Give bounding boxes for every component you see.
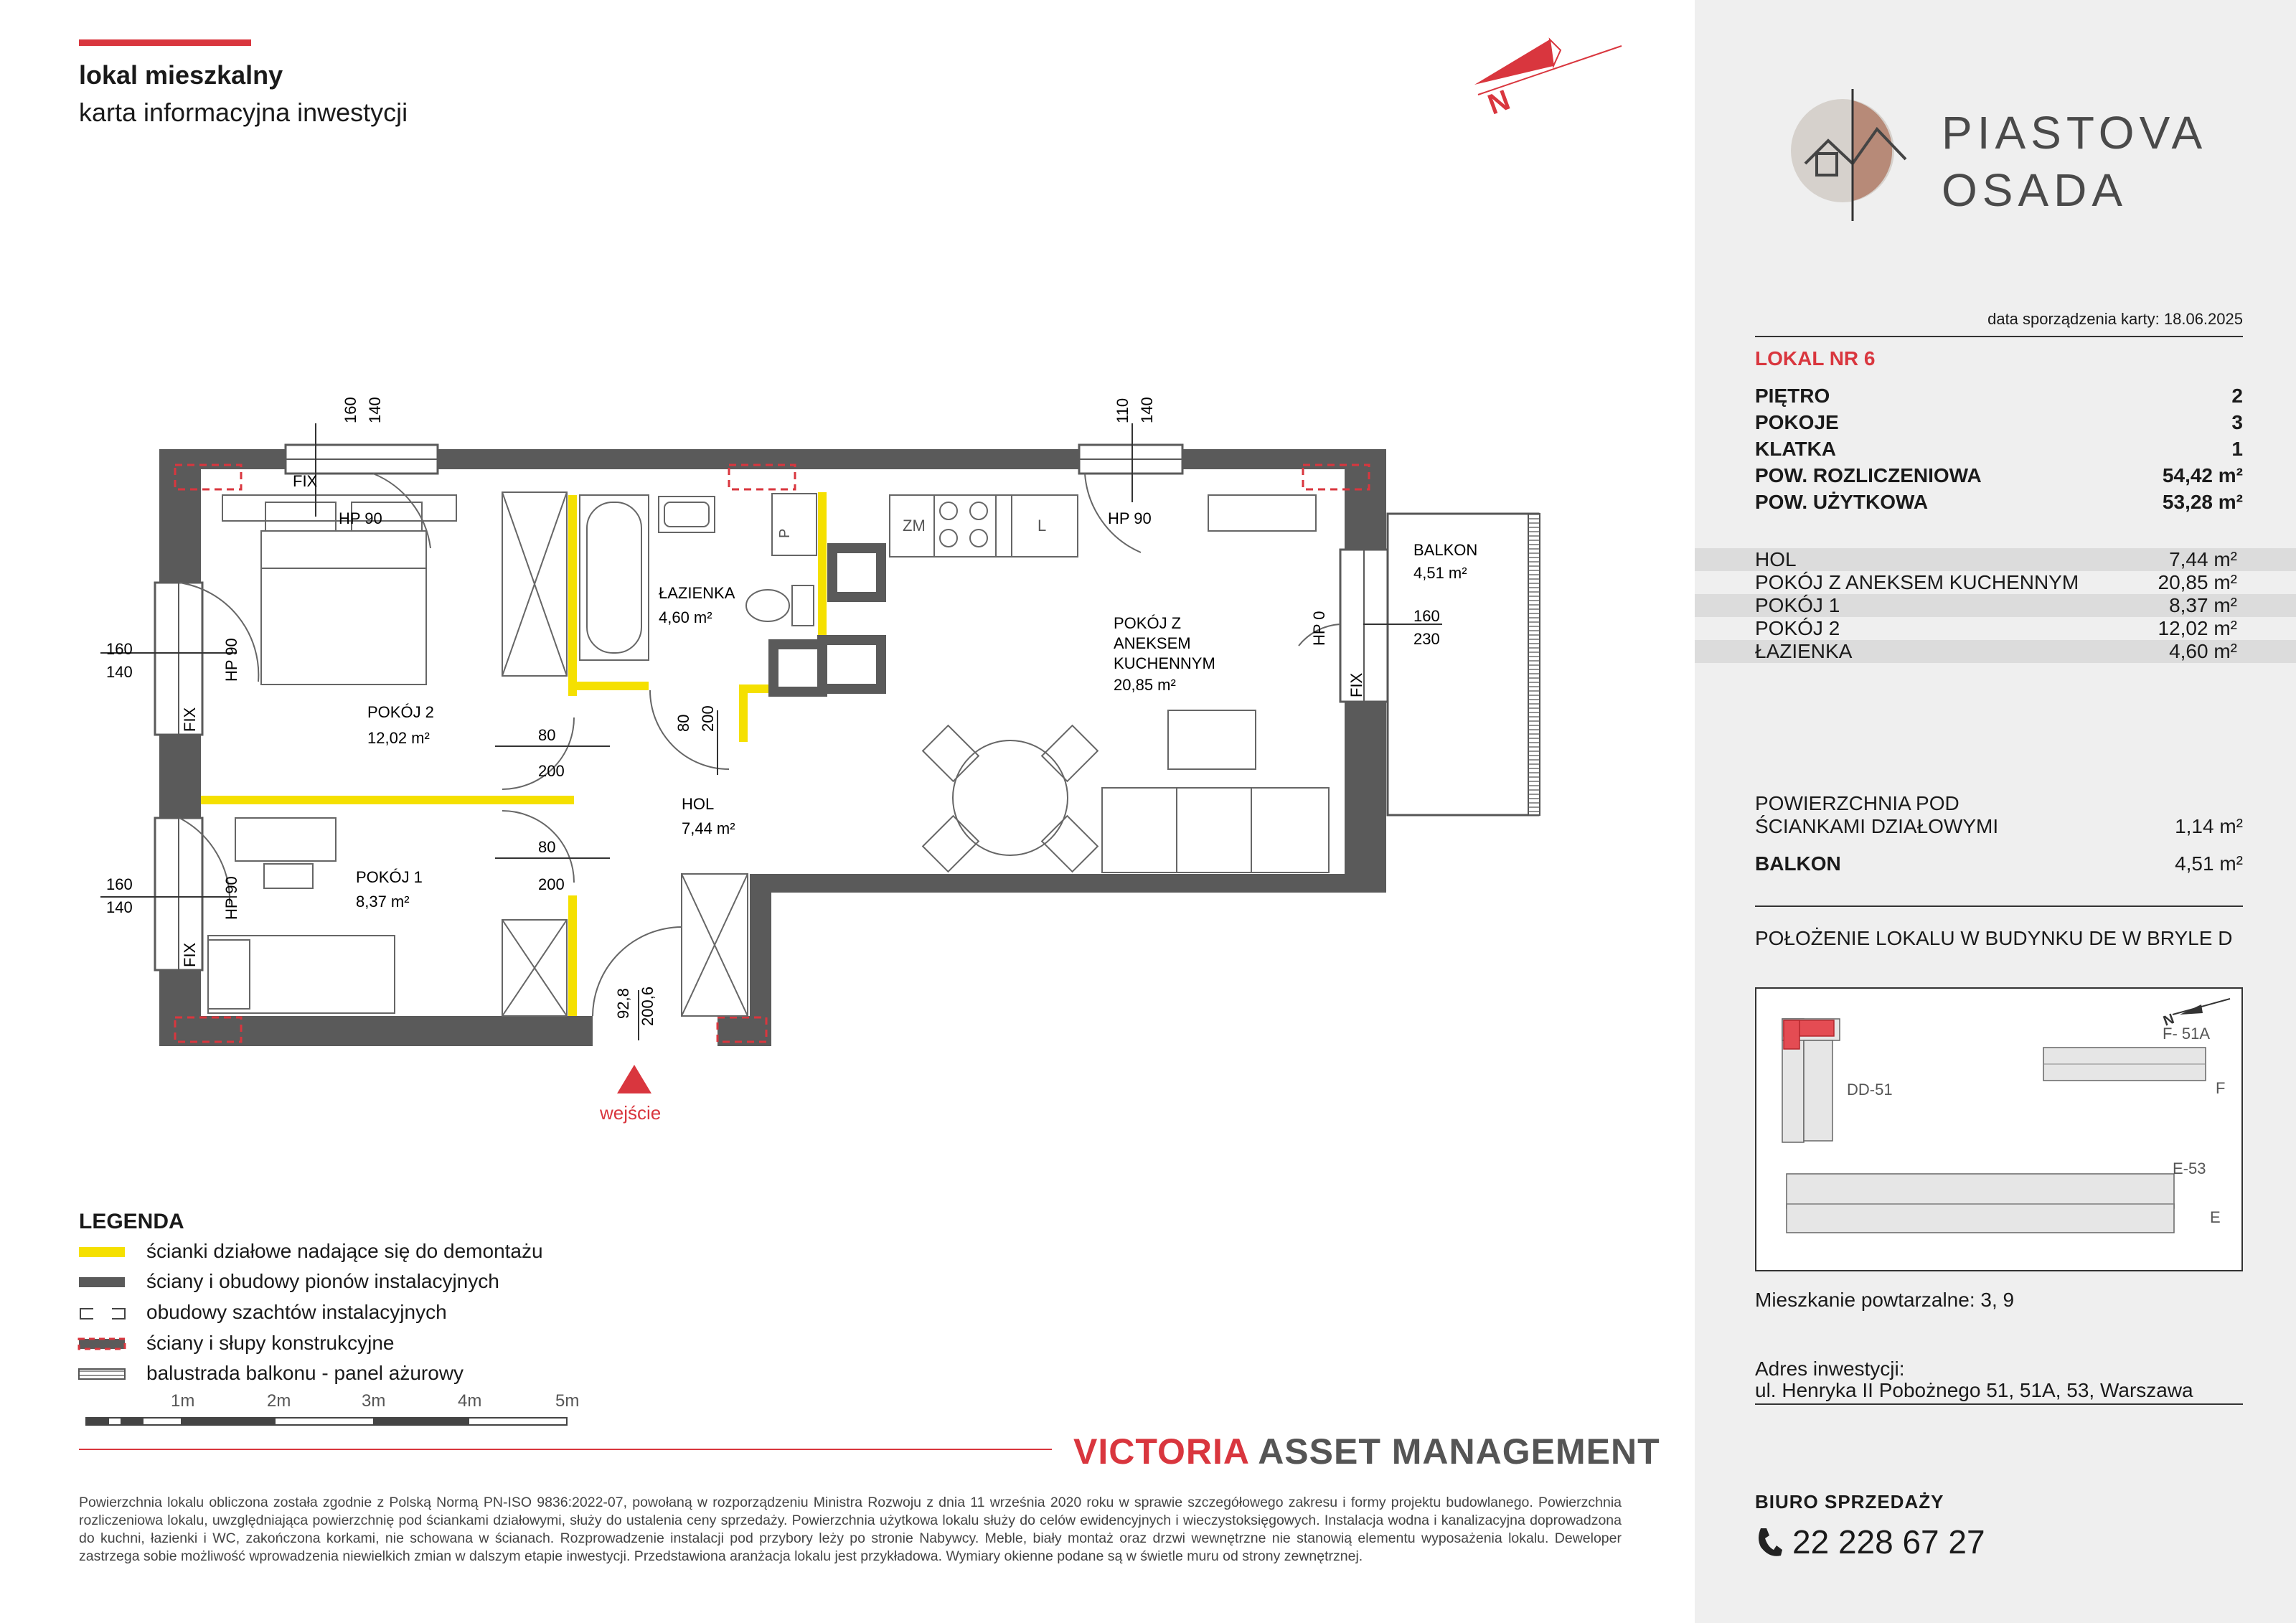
room-row-hol	[1755, 548, 2237, 573]
room-name-hol: HOL	[682, 795, 715, 813]
room-name-pokoj1: POKÓJ 1	[356, 868, 423, 886]
dim-door-room2-height: 200	[538, 762, 565, 780]
legend-label: obudowy szachtów instalacyjnych	[146, 1301, 447, 1323]
label-hp90-top-left: HP 90	[339, 509, 382, 527]
dim-window-left-upper-width: 160	[106, 640, 133, 658]
disclaimer-text: Powierzchnia lokalu obliczona została zgodnie z Polską Normą PN-ISO 9836:2022-07, powołaną w rozporządzeniu Ministra Rozwoju z dnia 11 września 2020 roku w sprawie szczegółowego zakresu i formy projektu budowlanego. Powierzchnia rozliczeniowa lokalu, uwzględniająca powierzchnię pod ściankami działowymi, służy do ustalenia ceny sprzedaży. Powierzchnia użytkowa lokalu służy do celów ewidencyjnych i wieczystoksięgowych. Instalacja wodna i kanalizacyjna doprowadzona do kuchni, łazienki i WC, zakończona korkami, nie schowana w ścianach. Rozprowadzenie instalacji pod przybory leży po stronie Nabywcy. Meble, biały montaż oraz drzwi wewnętrzne nie stanowią elementu wyposażenia lokalu. Deweloper zastrzega sobie możliwość wprowadzenia niewielkich zmian w dalszym etapie inwestycji. Przedstawiona aranżacja lokalu jest przykładowa. Wymiary okienne podane są w świetle muru od strony zewnętrznej.	[79, 1495, 1622, 1564]
room-value: 20,85 m²	[2158, 571, 2237, 593]
window-top-right	[1079, 445, 1182, 474]
room-label: POKÓJ Z ANEKSEM KUCHENNYM	[1755, 571, 2079, 593]
legend-label: ścianki działowe nadające się do demontażu	[146, 1240, 543, 1262]
room-name-salon-line2: ANEKSEM	[1114, 634, 1191, 652]
cooktop-icon	[940, 502, 987, 547]
spec-row-rooms	[1755, 411, 2243, 436]
dim-door-room1-width: 80	[538, 838, 556, 856]
label-hp90-top-right: HP 90	[1108, 509, 1152, 527]
legend-title: LEGENDA	[79, 1210, 184, 1233]
balcony-value: 4,51 m²	[2175, 852, 2243, 875]
site-map	[1755, 987, 2243, 1271]
site-label-f51a: F- 51A	[2163, 1025, 2211, 1043]
room-name-salon-line3: KUCHENNYM	[1114, 654, 1215, 672]
dim-window-left-lower-width: 160	[106, 875, 133, 893]
single-bed-icon	[208, 936, 395, 1013]
dim-entrance-width: 92,8	[614, 988, 632, 1019]
developer-word2: ASSET MANAGEMENT	[1258, 1431, 1660, 1472]
label-fix-left-upper: FIX	[181, 707, 199, 732]
balcony-area: 4,51 m²	[1413, 564, 1467, 582]
dim-window-top-left-width: 160	[342, 397, 359, 423]
dim-window-top-right-width: 110	[1114, 397, 1131, 423]
label-l: L	[1038, 517, 1047, 535]
panel-divider-top	[1755, 336, 2243, 337]
spec-label: KLATKA	[1755, 438, 1837, 460]
spec-row-usable-area	[1755, 491, 2243, 515]
dim-window-left-upper-height: 140	[106, 663, 133, 681]
dim-window-top-right-height: 140	[1138, 397, 1156, 423]
spec-label: POW. ROZLICZENIOWA	[1755, 464, 1982, 486]
legend-label: ściany i słupy konstrukcyjne	[146, 1332, 395, 1354]
address: ul. Henryka II Pobożnego 51, 51A, 53, Warszawa	[1755, 1379, 2193, 1401]
label-fix-balcony: FIX	[1347, 672, 1365, 697]
partition-value: 1,14 m²	[2175, 815, 2243, 837]
site-label-dd51: DD-51	[1847, 1081, 1893, 1099]
legend-label: balustrada balkonu - panel ażurowy	[146, 1362, 464, 1384]
label-hp0: HP 0	[1310, 611, 1328, 646]
room-area-salon: 20,85 m²	[1114, 676, 1176, 694]
coffee-table-icon	[1168, 710, 1256, 769]
room-label: POKÓJ 2	[1755, 617, 1840, 639]
spec-value: 53,28 m²	[2162, 491, 2243, 513]
double-bed-icon	[261, 502, 426, 685]
dim-door-bath-width: 80	[674, 714, 692, 732]
room-name-salon-line1: POKÓJ Z	[1114, 614, 1182, 632]
room-area-hol: 7,44 m²	[682, 819, 735, 837]
sales-office-label: BIURO SPRZEDAŻY	[1755, 1491, 1944, 1513]
label-p: P	[777, 528, 793, 538]
entrance-label: wejście	[600, 1102, 662, 1124]
spec-value: 1	[2231, 438, 2243, 460]
room-row-lazienka	[1755, 640, 2237, 664]
north-arrow-icon	[1474, 39, 1622, 121]
room-name-lazienka: ŁAZIENKA	[659, 584, 735, 602]
page-title: lokal mieszkalny	[79, 60, 283, 90]
brand-logo-icon	[1791, 85, 1920, 228]
label-zm: ZM	[903, 517, 926, 535]
spec-value: 54,42 m²	[2162, 464, 2243, 486]
site-map-drawing	[1756, 989, 2241, 1270]
label-hp90-left-upper: HP 90	[222, 638, 240, 682]
dim-window-top-left-height: 140	[366, 397, 384, 423]
room-name-pokoj2: POKÓJ 2	[367, 703, 434, 721]
site-label-e53: E-53	[2173, 1159, 2206, 1177]
spec-row-settlement-area	[1755, 464, 2243, 489]
dim-balcony-door-height: 230	[1413, 630, 1440, 648]
partition-label-line1: POWIERZCHNIA POD	[1755, 792, 1959, 814]
room-label: POKÓJ 1	[1755, 594, 1840, 616]
legend-swatches	[79, 1247, 125, 1379]
legend-label: ściany i obudowy pionów instalacyjnych	[146, 1270, 499, 1292]
dim-door-room2-width: 80	[538, 726, 556, 744]
room-area-lazienka: 4,60 m²	[659, 608, 712, 626]
entrance-arrow-icon	[617, 1065, 651, 1093]
spec-row-staircase	[1755, 438, 2243, 462]
scale-label-5m: 5m	[555, 1391, 580, 1411]
label-hp90-left-lower: HP 90	[222, 876, 240, 920]
spec-row-floor	[1755, 385, 2243, 409]
window-top-left	[286, 445, 438, 474]
site-label-f: F	[2216, 1079, 2226, 1097]
phone-number[interactable]: 22 228 67 27	[1792, 1523, 1985, 1561]
room-row-pokoj1	[1755, 594, 2237, 618]
room-value: 4,60 m²	[2169, 640, 2237, 662]
desk-icon	[235, 818, 336, 888]
unit-title: LOKAL NR 6	[1755, 347, 1876, 370]
scale-label-4m: 4m	[458, 1391, 482, 1411]
room-area-pokoj1: 8,37 m²	[356, 893, 410, 911]
developer-logo	[1073, 1431, 1660, 1472]
room-label: ŁAZIENKA	[1755, 640, 1853, 662]
spec-value: 3	[2231, 411, 2243, 433]
balcony-label: BALKON	[1755, 852, 1841, 875]
label-fix-left-lower: FIX	[181, 942, 199, 967]
panel-divider-bottom	[1755, 1403, 2243, 1405]
scale-bar	[86, 1391, 579, 1425]
brand-name-line1: PIASTOVA	[1942, 107, 2208, 159]
washing-machine-icon	[772, 494, 817, 555]
sideboard-icon	[1208, 495, 1316, 531]
partition-label-line2: ŚCIANKAMI DZIAŁOWYMI	[1755, 815, 1999, 837]
location-title: POŁOŻENIE LOKALU W BUDYNKU DE W BRYLE D	[1755, 927, 2233, 949]
developer-word1: VICTORIA	[1073, 1431, 1249, 1472]
spec-label: POW. UŻYTKOWA	[1755, 491, 1929, 513]
phone-icon	[1755, 1525, 1784, 1560]
dim-entrance-height: 200,6	[639, 986, 657, 1026]
scale-label-3m: 3m	[362, 1391, 386, 1411]
page-subtitle: karta informacyjna inwestycji	[79, 98, 408, 127]
sofa-icon	[1102, 788, 1329, 872]
repeat-units: Mieszkanie powtarzalne: 3, 9	[1755, 1289, 2015, 1311]
toilet-icon	[746, 585, 814, 626]
spec-label: POKOJE	[1755, 411, 1839, 433]
card-date: data sporządzenia karty: 18.06.2025	[1987, 310, 2243, 328]
dim-balcony-door-width: 160	[1413, 607, 1440, 625]
installation-shafts	[502, 492, 748, 1016]
site-north-letter: N	[2161, 1011, 2177, 1030]
spec-label: PIĘTRO	[1755, 385, 1830, 407]
room-row-salon	[1755, 571, 2237, 596]
room-label: HOL	[1755, 548, 1797, 570]
room-value: 8,37 m²	[2169, 594, 2237, 616]
scale-label-2m: 2m	[267, 1391, 291, 1411]
room-value: 12,02 m²	[2158, 617, 2237, 639]
washbasin-icon	[659, 497, 715, 532]
bathtub-icon	[580, 495, 649, 660]
label-fix-top: FIX	[293, 472, 318, 490]
dim-door-room1-height: 200	[538, 875, 565, 893]
north-letter: N	[1484, 84, 1515, 121]
address-label: Adres inwestycji:	[1755, 1358, 1905, 1380]
site-label-e: E	[2210, 1208, 2221, 1226]
dim-door-bath-height: 200	[699, 705, 717, 732]
installation-walls	[773, 548, 881, 692]
brand-name-line2: OSADA	[1942, 164, 2128, 216]
room-row-pokoj2	[1755, 617, 2237, 641]
scale-label-1m: 1m	[171, 1391, 195, 1411]
dining-table-icon	[923, 725, 1098, 872]
panel-divider-mid	[1755, 905, 2243, 907]
spec-value: 2	[2231, 385, 2243, 407]
dim-window-left-lower-height: 140	[106, 898, 133, 916]
room-value: 7,44 m²	[2169, 548, 2237, 570]
balcony	[1388, 514, 1540, 815]
room-area-pokoj2: 12,02 m²	[367, 729, 430, 747]
balcony-name: BALKON	[1413, 541, 1478, 559]
